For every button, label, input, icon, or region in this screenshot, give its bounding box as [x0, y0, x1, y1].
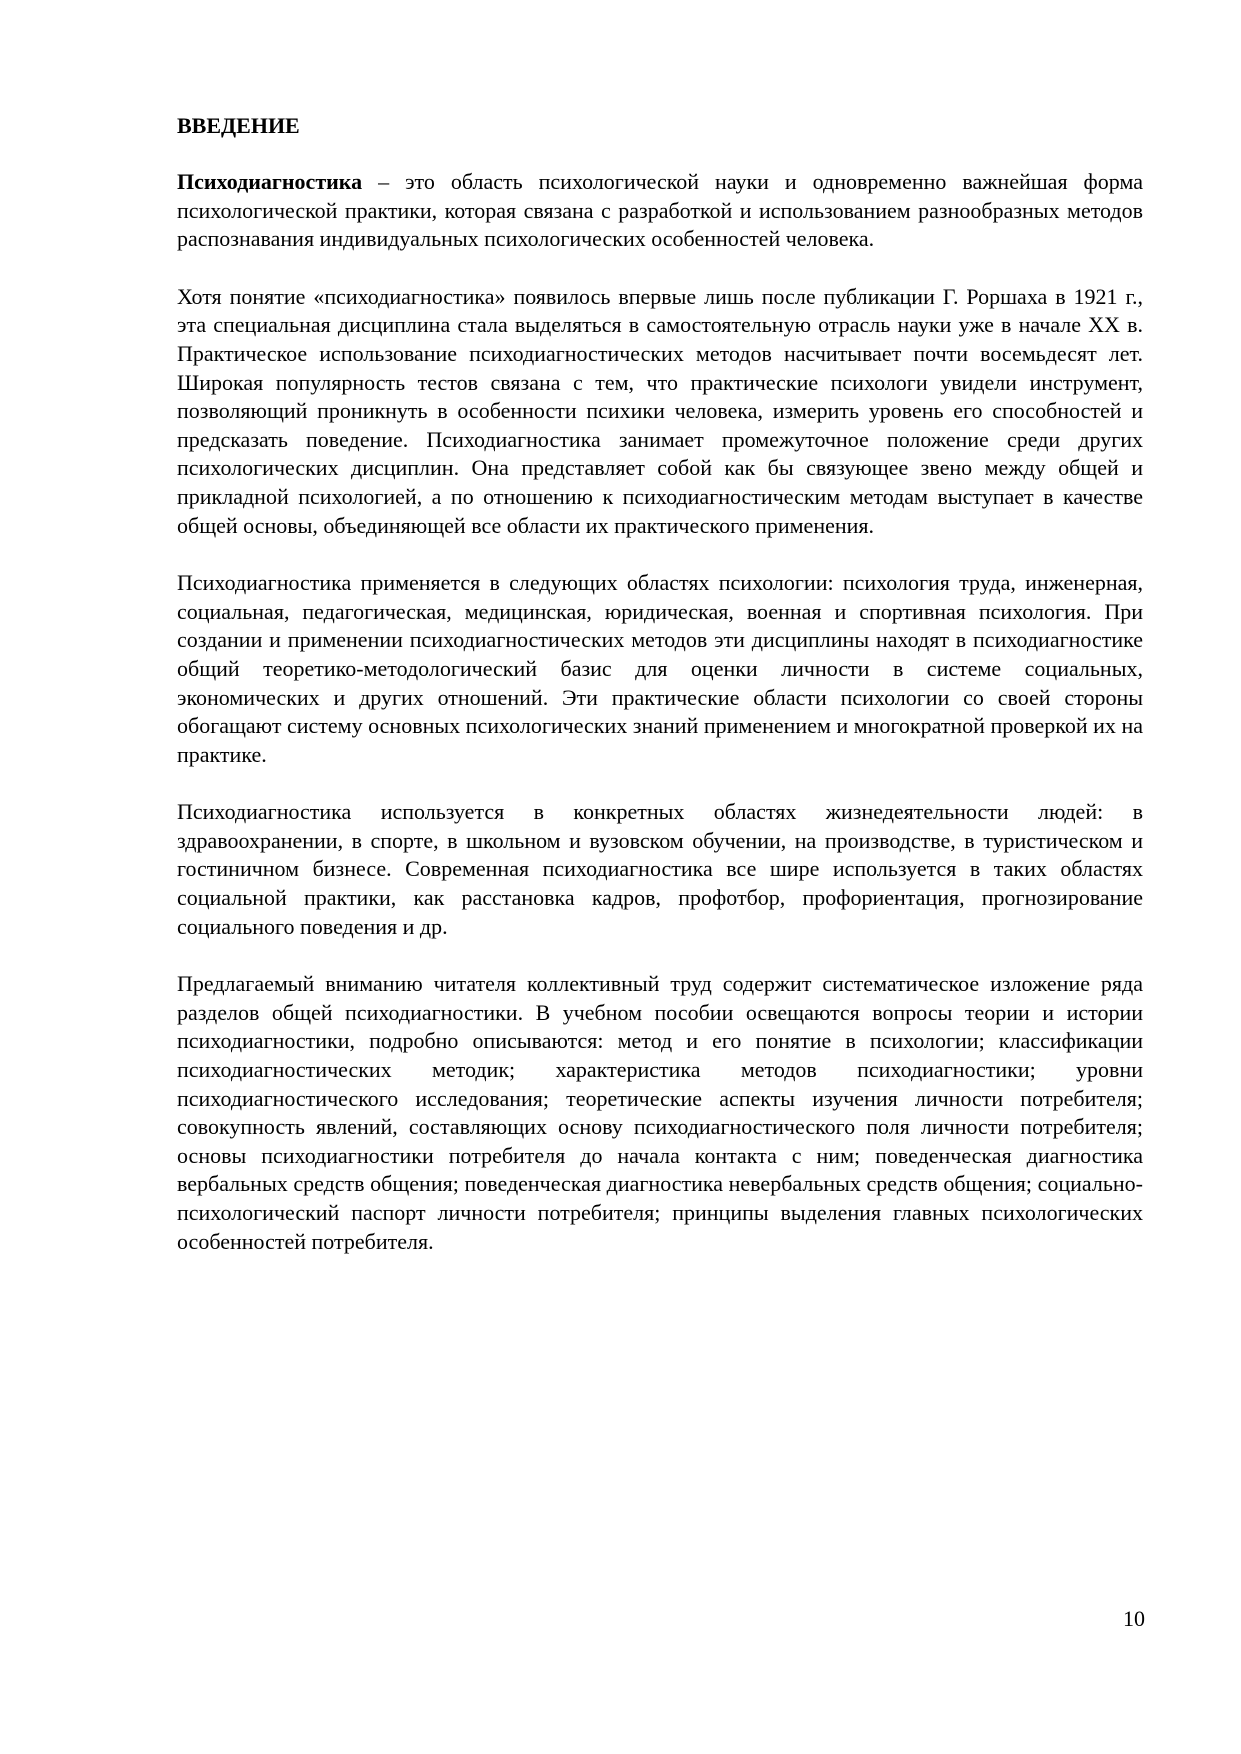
- page-number: 10: [1123, 1606, 1145, 1631]
- intro-paragraph: [177, 168, 1143, 254]
- paragraph-usage: Психодиагностика используется в конкретных областях жизнедеятельности людей: в здравоохранении, в спорте, в школьном и вузовском обучении, на производстве, в туристическом и гостиничном бизнесе. Современная психодиагностика все шире используется в таких областях социальной практики, как расстановка кадров, профотбор, профориентация, прогнозирование социального поведения и др.: [177, 799, 1143, 939]
- paragraph-applications: Психодиагностика применяется в следующих областях психологии: психология труда, инженерная, социальная, педагогическая, медицинская, юридическая, военная и спортивная психология. При создании и применении психодиагностических методов эти дисциплины находят в психодиагностике общий теоретико-методологический базис для оценки личности в системе социальных, экономических и других отношений. Эти практические области психологии со своей стороны обогащают систему основных психологических знаний применением и многократной проверкой их на практике.: [177, 570, 1143, 767]
- paragraph-history: Хотя понятие «психодиагностика» появилось впервые лишь после публикации Г. Роршаха в 1921 г., эта специальная дисциплина стала выделяться в самостоятельную отрасль науки уже в начале XX в. Практическое использование психодиагностических методов насчитывает почти восемьдесят лет. Широкая популярность тестов связана с тем, что практические психологи увидели инструмент, позволяющий проникнуть в особенности психики человека, измерить уровень его способностей и предсказать поведение. Психодиагностика занимает промежуточное положение среди других психологических дисциплин. Она представляет собой как бы связующее звено между общей и прикладной психологией, а по отношению к психодиагностическим методам выступает в качестве общей основы, объединяющей все области их практического применения.: [177, 283, 1143, 538]
- document-page: [177, 112, 1143, 1285]
- intro-text: – это область психологической науки и одновременно важнейшая форма психологической практики, которая связана с разработкой и использованием разнообразных методов распознавания индивидуальных психологических особенностей человека.: [177, 169, 1143, 252]
- intro-term: Психодиагностика: [177, 169, 363, 194]
- section-heading: ВВЕДЕНИЕ: [177, 113, 300, 138]
- paragraph-contents: Предлагаемый вниманию читателя коллективный труд содержит систематическое изложение ряда разделов общей психодиагностики. В учебном пособии освещаются вопросы теории и истории психодиагностики, подробно описываются: метод и его понятие в психологии; классификации психодиагностических методик; характеристика методов психодиагностики; уровни психодиагностического исследования; теоретические аспекты изучения личности потребителя; совокупность явлений, составляющих основу психодиагностического поля личности потребителя; основы психодиагностики потребителя до начала контакта с ним; поведенческая диагностика вербальных средств общения; поведенческая диагностика невербальных средств общения; социально-психологический паспорт личности потребителя; принципы выделения главных психологических особенностей потребителя.: [177, 971, 1143, 1254]
